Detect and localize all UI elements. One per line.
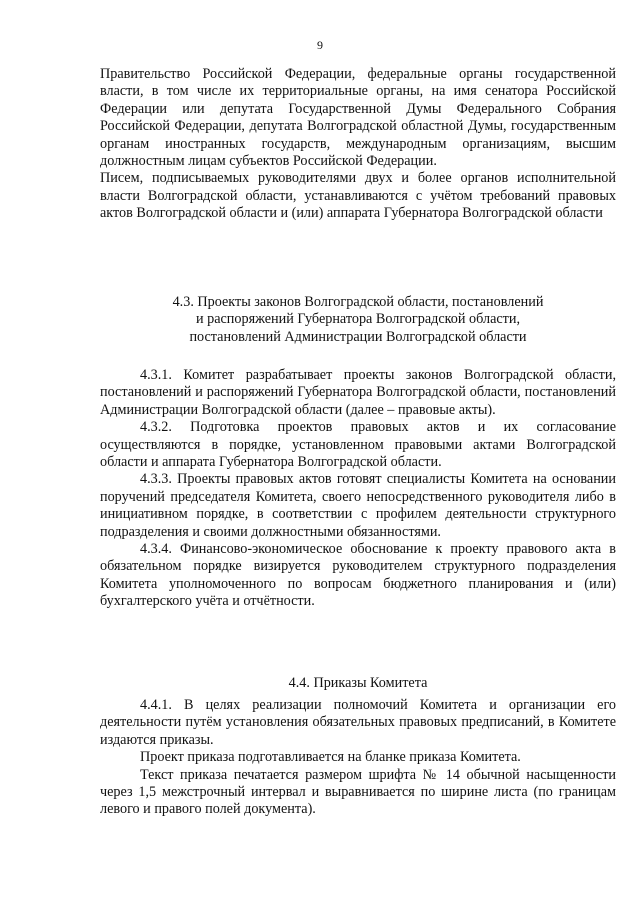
intro-block xyxy=(100,66,616,223)
section-4-4-heading xyxy=(100,675,616,692)
intro-paragraph-2: Писем, подписываемых руководителями двух и более органов исполнительной власти Волгоградской области, устанавливаются с учётом требований правовых актов Волгоградской области и (или) аппарата Губернатора Волгоградской области xyxy=(100,170,616,222)
paragraph-blank: Проект приказа подготавливается на бланке приказа Комитета. xyxy=(140,749,521,766)
section-4-4-body xyxy=(100,697,616,819)
heading-line: постановлений Администрации Волгоградской области xyxy=(189,328,527,345)
section-4-3-heading xyxy=(100,294,616,346)
paragraph-4-4-1: 4.4.1. В целях реализации полномочий Комитета и организации его деятельности путём установления обязательных правовых предписаний, в Комитете издаются приказы. xyxy=(100,697,616,748)
heading-line: 4.3. Проекты законов Волгоградской области, постановлений xyxy=(172,294,544,310)
intro-paragraph-1: Правительство Российской Федерации, федеральные органы государственной власти, в том числе их территориальные органы, на имя сенатора Российской Федерации или депутата Государственной Думы Федерального Собрания Российской Федерации, депутата Волгоградской областной Думы, государственным органам иностранных государств, международным организациям, высшим должностным лицам субъектов Российской Федерации. xyxy=(100,66,616,170)
paragraph-4-3-2: 4.3.2. Подготовка проектов правовых актов и их согласование осуществляются в порядке, установленном правовыми актами Волгоградской области и аппарата Губернатора Волгоградской области. xyxy=(100,419,616,471)
paragraph-4-3-4: 4.3.4. Финансово-экономическое обоснование к проекту правового акта в обязательном порядке визируется руководителем структурного подразделения Комитета уполномоченного по вопросам бюджетного планирования и (или) бухгалтерского учёта и отчётности. xyxy=(100,541,616,610)
section-heading: 4.4. Приказы Комитета xyxy=(288,675,428,691)
heading-line: и распоряжений Губернатора Волгоградской области, xyxy=(195,311,521,328)
paragraph-4-3-3: 4.3.3. Проекты правовых актов готовят специалисты Комитета на основании поручений председателя Комитета, своего непосредственного руководителя либо в инициативном порядке, в соответствии с профилем деятельности структурного подразделения и своими должностными обязанностями. xyxy=(100,471,616,540)
paragraph-4-3-1: 4.3.1. Комитет разрабатывает проекты законов Волгоградской области, постановлений и распоряжений Губернатора Волгоградской области, постановлений Администрации Волгоградской области (далее – правовые акты). xyxy=(100,367,616,418)
section-4-3-body xyxy=(100,367,616,611)
paragraph-font: Текст приказа печатается размером шрифта № 14 обычной насыщенности через 1,5 межстрочный интервал и выравнивается по ширине листа (по границам левого и правого полей документа). xyxy=(100,766,616,818)
page-number: 9 xyxy=(317,38,323,52)
